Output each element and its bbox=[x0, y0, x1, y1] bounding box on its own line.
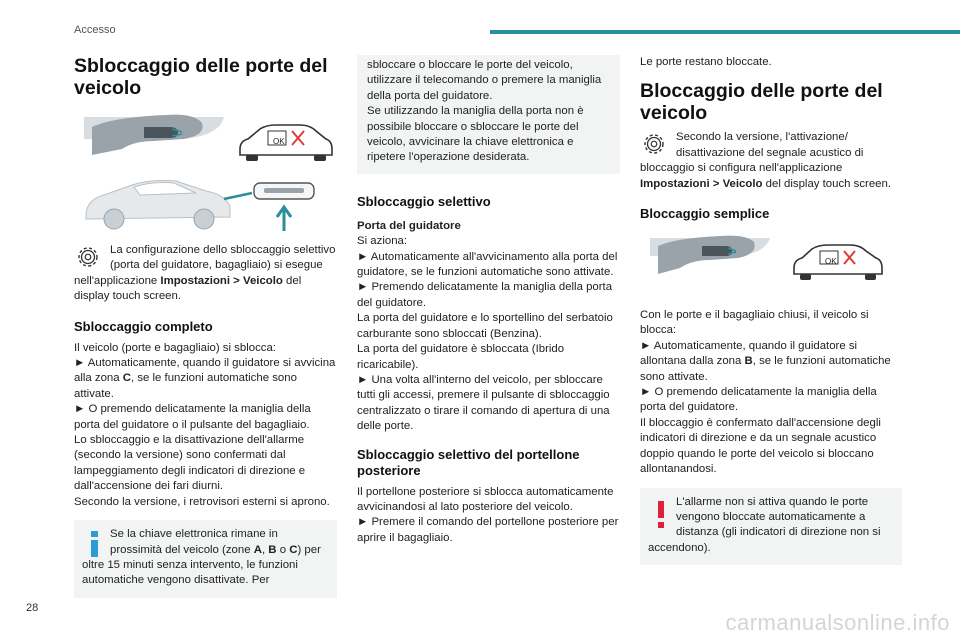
info-icon bbox=[86, 531, 104, 557]
badge-ok-text: OK bbox=[825, 257, 837, 267]
paragraph: Le porte restano bloccate. bbox=[640, 56, 772, 68]
paragraph: ► Automaticamente all'avvicinamento alla porta del guidatore, se le funzioni automatiche sono attivate. bbox=[357, 250, 618, 279]
warning-text: L'allarme non si attiva quando le porte vengono bloccate automaticamente a distanza (gli indicatori di direzione non si accendono). bbox=[648, 495, 881, 554]
door-handle-hand-illustration bbox=[74, 113, 337, 233]
info-note: Se la chiave elettronica rimane in prossimità del veicolo (zone A, B o C) per oltre 15 minuti senza intervento, le funzioni automatiche vengono disattivate. Per bbox=[74, 520, 337, 598]
config-paragraph bbox=[74, 243, 337, 305]
illustration-lock bbox=[640, 234, 902, 296]
column-3 bbox=[640, 55, 902, 565]
watermark: carmanualsonline.info bbox=[725, 610, 950, 635]
config-text-end: del display touch screen. bbox=[74, 274, 302, 303]
page-number: 28 bbox=[26, 602, 39, 614]
column-1 bbox=[74, 55, 337, 598]
paragraph: Il portellone posteriore si sblocca automaticamente avvicinandosi al lato posteriore del veicolo. bbox=[357, 485, 614, 513]
column-2 bbox=[357, 55, 620, 546]
heading-selective-unlock: Sbloccaggio selettivo bbox=[357, 193, 491, 209]
paragraph: ► Premere il comando del portellone posteriore per aprire il bagagliaio. bbox=[357, 516, 619, 544]
gear-icon bbox=[74, 243, 102, 271]
warning-exclamation-icon bbox=[652, 501, 670, 529]
paragraph: Lo sbloccaggio e la disattivazione dell'allarme (secondo la versione) sono confermati dal lampeggiamento degli indicatori di direzione e dall'accensione dei fari diurni. bbox=[74, 434, 306, 493]
warning-note bbox=[640, 488, 902, 566]
config-path: Impostazioni > Veicolo bbox=[160, 274, 283, 287]
paragraph: Con le porte e il bagagliaio chiusi, il veicolo si blocca: bbox=[640, 309, 869, 337]
paragraph: ► Una volta all'interno del veicolo, per sbloccare tutti gli accessi, premere il pulsante di sbloccaggio centralizzato o tirare il comando di apertura di una delle porte. bbox=[357, 373, 610, 433]
note-text: sbloccare o bloccare le porte del veicolo, utilizzare il telecomando o premere la maniglia della porta del guidatore. bbox=[367, 59, 602, 102]
title-locking: Bloccaggio delle porte del veicolo bbox=[640, 80, 883, 125]
paragraph: ► Premendo delicatamente la maniglia della porta del guidatore. bbox=[357, 281, 613, 309]
header-section: Accesso bbox=[74, 24, 116, 36]
heading-tailgate-unlock: Sbloccaggio selettivo del portellone posteriore bbox=[357, 446, 580, 478]
gear-icon bbox=[640, 130, 668, 158]
paragraph: ► Automaticamente, quando il guidatore si avvicina alla zona C, se le funzioni automatiche sono attivate. bbox=[74, 357, 336, 400]
illustration-unlock bbox=[74, 113, 337, 233]
header-accent-bar bbox=[490, 30, 960, 34]
paragraph: ► Automaticamente, quando il guidatore si allontana dalla zona B, se le funzioni automatiche sono attivate. bbox=[640, 339, 891, 383]
paragraph: ► O premendo delicatamente la maniglia della porta del guidatore. bbox=[640, 386, 877, 414]
paragraph: La porta del guidatore è sbloccata (Ibrido ricaricabile). bbox=[357, 343, 565, 371]
heading-full-unlock: Sbloccaggio completo bbox=[74, 318, 213, 334]
note-text: Se utilizzando la maniglia della porta non è possibile bloccare o sbloccare le porte del veicolo, avvicinare la chiave elettronica e ripetere l'operazione desiderata. bbox=[367, 105, 584, 164]
paragraph: Si aziona: bbox=[357, 235, 408, 248]
door-handle-lock-illustration bbox=[640, 234, 902, 296]
paragraph: Secondo la versione, i retrovisori esterni si aprono. bbox=[74, 495, 330, 508]
paragraph: ► O premendo delicatamente la maniglia della porta del guidatore o il pulsante del bagagliaio. bbox=[74, 403, 311, 431]
subheading-driver-door: Porta del guidatore bbox=[357, 219, 461, 232]
paragraph: Il veicolo (porte e bagagliaio) si sblocca: bbox=[74, 341, 276, 354]
paragraph: La porta del guidatore e lo sportellino del serbatoio carburante sono sbloccati (Benzina). bbox=[357, 312, 613, 340]
config-paragraph: Secondo la versione, l'attivazione/ disattivazione del segnale acustico di bloccaggio si configura nell'applicazione Impostazioni > Veicolo del display touch screen. bbox=[640, 131, 892, 190]
badge-ok-text: OK bbox=[273, 137, 285, 146]
paragraph: Il bloccaggio è confermato dall'accensione degli indicatori di direzione e da un segnale acustico doppio quando le porte del veicolo si bloccano allontanandosi. bbox=[640, 416, 881, 476]
info-note-continued bbox=[357, 55, 620, 174]
config-text: La configurazione dello sbloccaggio selettivo (porta del guidatore, bagagliaio) si esegue nell'applicazione bbox=[74, 244, 336, 287]
heading-simple-lock: Bloccaggio semplice bbox=[640, 206, 770, 222]
title-unlocking: Sbloccaggio delle porte del veicolo bbox=[74, 55, 328, 99]
